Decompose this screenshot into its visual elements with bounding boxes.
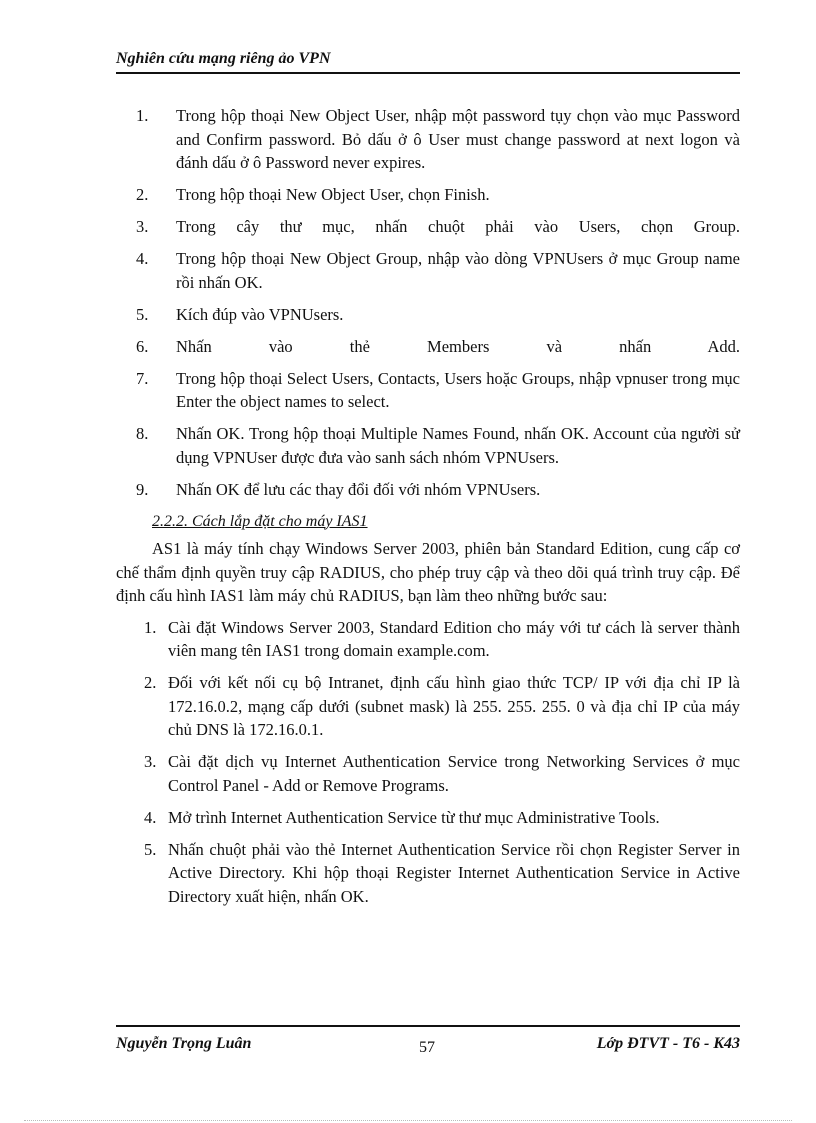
list-item-number: 7. [136,368,149,388]
page-header [116,50,740,74]
list-item-number: 9. [136,479,149,499]
list-item-number: 4. [136,249,149,268]
list-item [116,247,740,294]
list-item [116,183,740,207]
list-item-text: Nhấn OK. Trong hộp thoại Multiple Names Found, nhấn OK. Account của người sử dụng VPNUser được đưa vào sanh sách nhóm VPNUsers. [176,424,740,467]
list-item [116,750,740,797]
list-item [116,367,740,414]
list-item-text: Trong cây thư mục, nhấn chuột phải vào Users, chọn Group. [176,217,740,236]
list-item-number: 3. [144,752,157,771]
list-item-text: Đối với kết nối cụ bộ Intranet, định cấu hình giao thức TCP/ IP với địa chỉ IP là 172.16.0.2, mạng cấp dưới (subnet mask) là 255. 255. 255. 0 và địa chỉ IP của máy chủ DNS là 172.16.0.1. [168,673,740,739]
page-bottom-divider [24,1120,792,1121]
list-item-text: Cài đặt dịch vụ Internet Authentication Service trong Networking Services ở mục Control Panel - Add or Remove Programs. [168,752,740,795]
list-item-text: Mở trình Internet Authentication Service từ thư mục Administrative Tools. [168,807,660,827]
list-item-text: Trong hộp thoại Select Users, Contacts, Users hoặc Groups, nhập vpnuser trong mục Enter the object names to select. [176,368,740,411]
list-item-number: 8. [136,424,149,443]
vpnusers-steps-list [116,104,740,501]
list-item-number: 2. [144,673,157,692]
footer-author: Nguyễn Trọng Luân [116,1035,252,1052]
list-item-number: 5. [144,839,157,859]
list-item-number: 3. [136,217,149,236]
list-item-text: Kích đúp vào VPNUsers. [176,304,344,324]
ias1-steps-list [116,616,740,909]
footer-class: Lớp ĐTVT - T6 - K43 [596,1035,740,1052]
list-item-text: Trong hộp thoại New Object User, chọn Finish. [176,185,490,204]
page-footer [116,1025,740,1067]
list-item-number: 6. [136,336,149,356]
list-item-number: 1. [136,106,149,125]
list-item [116,335,740,359]
list-item-text: Nhấn chuột phải vào thẻ Internet Authentication Service rồi chọn Register Server in Active Directory. Khi hộp thoại Register Internet Authentication Service in Active Directory xuất hiện, nhấn OK. [168,839,740,906]
document-title: Nghiên cứu mạng riêng ảo VPN [116,50,331,67]
list-item [116,215,740,239]
list-item [116,104,740,175]
list-item-number: 5. [136,304,149,324]
list-item-text: Nhấn vào thẻ Members và nhấn Add. [176,336,740,356]
list-item-text: Trong hộp thoại New Object Group, nhập vào dòng VPNUsers ở mục Group name rồi nhấn OK. [176,249,740,292]
list-item-text: Cài đặt Windows Server 2003, Standard Edition cho máy với tư cách là server thành viên mang tên IAS1 trong domain example.com. [168,617,740,660]
list-item-number: 4. [144,807,157,827]
list-item [116,838,740,909]
list-item-number: 1. [144,617,157,637]
list-item [116,422,740,469]
list-item [116,303,740,327]
list-item [116,806,740,830]
section-intro-paragraph: AS1 là máy tính chạy Windows Server 2003, phiên bản Standard Edition, cung cấp cơ chế thẩm định quyền truy cập RADIUS, cho phép truy cập và theo dõi quá trình truy cập. Để định cấu hình IAS1 làm máy chủ RADIUS, bạn làm theo những bước sau: [116,539,740,605]
list-item [116,671,740,742]
page-number: 57 [419,1039,435,1056]
list-item [116,478,740,502]
list-item-text: Trong hộp thoại New Object User, nhập một password tụy chọn vào mục Password and Confirm password. Bỏ dấu ở ô User must change password at next logon và đánh dấu ở ô Password never expires. [176,106,740,172]
list-item [116,616,740,663]
section-heading: 2.2.2. Cách lắp đặt cho máy IAS1 [152,512,368,530]
page-content [116,104,740,917]
list-item-number: 2. [136,185,149,204]
list-item-text: Nhấn OK để lưu các thay đổi đối với nhóm VPNUsers. [176,479,541,499]
